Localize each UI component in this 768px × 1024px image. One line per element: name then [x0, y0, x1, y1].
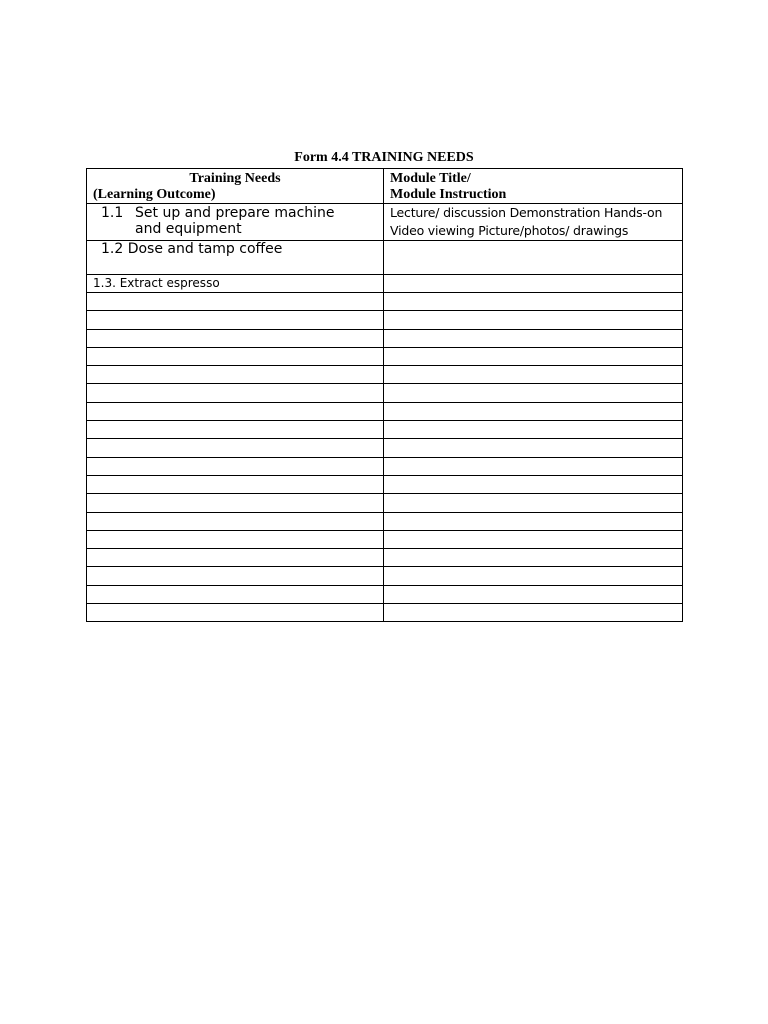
form-title: Form 4.4 TRAINING NEEDS — [294, 150, 474, 165]
table-row-blank — [87, 530, 683, 548]
blank-cell — [384, 512, 683, 530]
blank-cell — [384, 530, 683, 548]
blank-cell — [384, 311, 683, 329]
blank-cell — [87, 604, 384, 622]
blank-cell — [87, 475, 384, 493]
training-needs-table — [86, 168, 683, 622]
blank-cell — [384, 347, 683, 365]
blank-cell — [87, 366, 384, 384]
blank-cell — [384, 293, 683, 311]
table-row-blank — [87, 347, 683, 365]
blank-cell — [384, 567, 683, 585]
table-row-blank — [87, 494, 683, 512]
blank-cell — [384, 366, 683, 384]
blank-cell — [384, 604, 683, 622]
blank-cell — [384, 494, 683, 512]
blank-cell — [87, 421, 384, 439]
method-text-line2: Video viewing Picture/photos/ drawings — [390, 223, 629, 238]
blank-cell — [87, 530, 384, 548]
table-row — [87, 275, 683, 293]
blank-cell — [87, 329, 384, 347]
blank-cell — [384, 439, 683, 457]
blank-cell — [384, 384, 683, 402]
blank-cell — [87, 347, 384, 365]
blank-cell — [384, 402, 683, 420]
table-row-blank — [87, 475, 683, 493]
table-row-blank — [87, 329, 683, 347]
table-header-row — [87, 169, 683, 204]
table-row-blank — [87, 421, 683, 439]
outcome-cell — [87, 204, 384, 241]
table-row — [87, 241, 683, 275]
blank-cell — [384, 549, 683, 567]
table-row-blank — [87, 293, 683, 311]
blank-cell — [87, 384, 384, 402]
blank-cell — [384, 475, 683, 493]
blank-cell — [384, 585, 683, 603]
header-training-needs — [87, 169, 384, 204]
blank-cell — [87, 402, 384, 420]
header-training-needs-title: Training Needs — [189, 171, 281, 186]
blank-cell — [87, 494, 384, 512]
header-learning-outcome: (Learning Outcome) — [93, 187, 216, 202]
method-cell — [384, 241, 683, 275]
blank-cell — [87, 439, 384, 457]
table-row-blank — [87, 311, 683, 329]
outcome-number: 1.1 — [101, 205, 124, 221]
blank-cell — [384, 457, 683, 475]
blank-cell — [87, 585, 384, 603]
table-row-blank — [87, 585, 683, 603]
table-row-blank — [87, 402, 683, 420]
blank-cell — [384, 421, 683, 439]
blank-cell — [384, 329, 683, 347]
table-row-blank — [87, 439, 683, 457]
header-module-instruction: Module Instruction — [390, 187, 507, 202]
table-row-blank — [87, 567, 683, 585]
table-row-blank — [87, 457, 683, 475]
header-module-title — [384, 169, 683, 204]
method-cell — [384, 275, 683, 293]
blank-cell — [87, 549, 384, 567]
outcome-text-line2: and equipment — [135, 221, 242, 237]
table-row-blank — [87, 366, 683, 384]
header-module-title-label: Module Title/ — [390, 171, 471, 186]
table-row-blank — [87, 384, 683, 402]
table-row — [87, 204, 683, 241]
blank-cell — [87, 311, 384, 329]
method-text-line1: Lecture/ discussion Demonstration Hands-on — [390, 205, 663, 220]
outcome-cell: 1.2 Dose and tamp coffee — [87, 241, 384, 275]
outcome-text-line1: Set up and prepare machine — [135, 205, 335, 221]
outcome-cell: 1.3. Extract espresso — [87, 275, 384, 293]
table-row-blank — [87, 604, 683, 622]
blank-cell — [87, 512, 384, 530]
blank-cell — [87, 567, 384, 585]
table-row-blank — [87, 549, 683, 567]
blank-cell — [87, 293, 384, 311]
method-cell — [384, 204, 683, 241]
blank-cell — [87, 457, 384, 475]
table-row-blank — [87, 512, 683, 530]
